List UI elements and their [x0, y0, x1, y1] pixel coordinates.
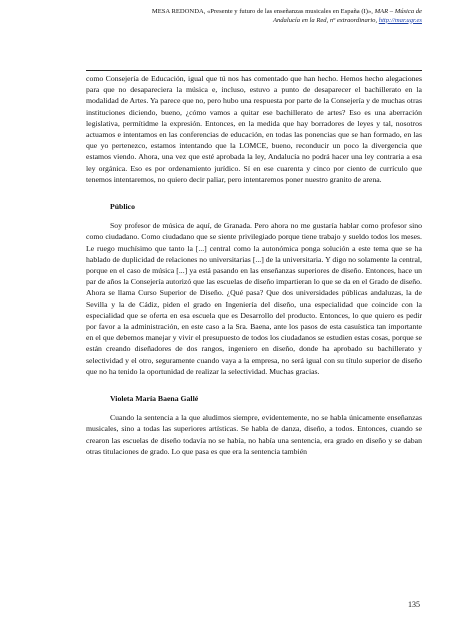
document-body [86, 73, 422, 457]
paragraph-consejeria: como Consejería de Educación, igual que tú nos has comentado que han hecho. Hemos hecho alegaciones para que no desapareciera la música e, incluso, estuvo a punto de desaparecer el bachillerato en la modalidad de Artes. Ya parece que no, pero hubo una respuesta por parte de la Consejería y de muchas otras instituciones diciendo, bueno, ¿cómo vamos a quitar ese bachillerato de artes? Eso es una aberración legislativa, permítidme la expresión. Entonces, en la medida que hay borradores de leyes y tal, nosotros actuamos e intentamos en las conferencias de educación, en todas las ponencias que se han formado, en las que yo pertenezco, estamos intentando que la LOMCE, bueno, reconducir un poco la divergencia que estamos viendo. Ahora, una vez que esté aprobada la ley, Andalucía no podrá hacer una ley contraria a esa ley orgánica. Eso es por ordenamiento jurídico. Sí en ese cuarenta y cinco por ciento de currículo que tenemos intentaremos, no quiero decir paliar, pero intentaremos poner nuestro granito de arena. [86, 74, 422, 184]
header-citation: MESA REDONDA, «Presente y futuro de las enseñanzas musicales en España (I)», [151, 8, 373, 15]
header-line-2 [86, 17, 422, 26]
header-rule [86, 70, 422, 71]
speaker-heading-publico: Público [110, 202, 135, 212]
header-line-1 [86, 8, 422, 17]
paragraph-publico: Soy profesor de música de aquí, de Granada. Pero ahora no me gustaría hablar como profesor sino como ciudadano. Como ciudadano que se siente privilegiado porque tiene trabajo y sueldo todos los meses. Le ruego muchísimo que tanto la [...] central como la autonómica ponga solución a este tema que se ha hablado de duplicidad de relaciones no universitarias [...] de la universitaria. Y digo no solamente la central, porque en el caso de música [...] ya está pasando en las enseñanzas superiores de diseño. Entonces, hace un par de años la Consejería autorizó que las escuelas de diseño impartieran lo que se da en el Grado de diseño. Ahora se llama Curso Superior de Diseño. ¿Qué pasa? Que dos universidades públicas andaluzas, la de Sevilla y la de Cádiz, piden el grado en Ingeniería del diseño, una especialidad que coincide con la especialidad que se oferta en esa escuela que es Desarrollo del producto. Entonces, lo que quiero es pedir por favor a la administración, en este caso a la Sra. Baena, ante los pasos de esta casuística tan importante en el que debemos manejar y vivir el presupuesto de todos los ciudadanos se estudien estas cosas, porque se están creando diseñadores de dos rangos, ingeniero en diseño, donde ha aprobado su bachillerato y selectividad y el otro, seguramente cuando vaya a la empresa, no será igual con su título superior de diseño que no ha tenido la oportunidad de realizar la selectividad. Muchas gracias. [86, 221, 422, 376]
header-link[interactable]: http://mar.ugr.es [378, 16, 422, 24]
page-number: 135 [408, 600, 420, 609]
header-journal: MAR – Música de [374, 8, 422, 15]
speaker-heading-violeta: Violeta María Baena Gallé [110, 394, 199, 404]
header-issue: Andalucía en la Red, nº extraordinario, [272, 16, 378, 24]
paragraph-violeta: Cuando la sentencia a la que aludimos siempre, evidentemente, no se habla únicamente enseñanzas musicales, sino a todas las superiores artísticas. Se habla de danza, diseño, a todos. Entonces, cuando se crearon las escuelas de diseño todavía no se había, no había una sentencia, era grado en diseño y se daban otras titulaciones de grado. Lo que pasa es que era la sentencia también [86, 413, 422, 456]
running-header [86, 8, 422, 25]
